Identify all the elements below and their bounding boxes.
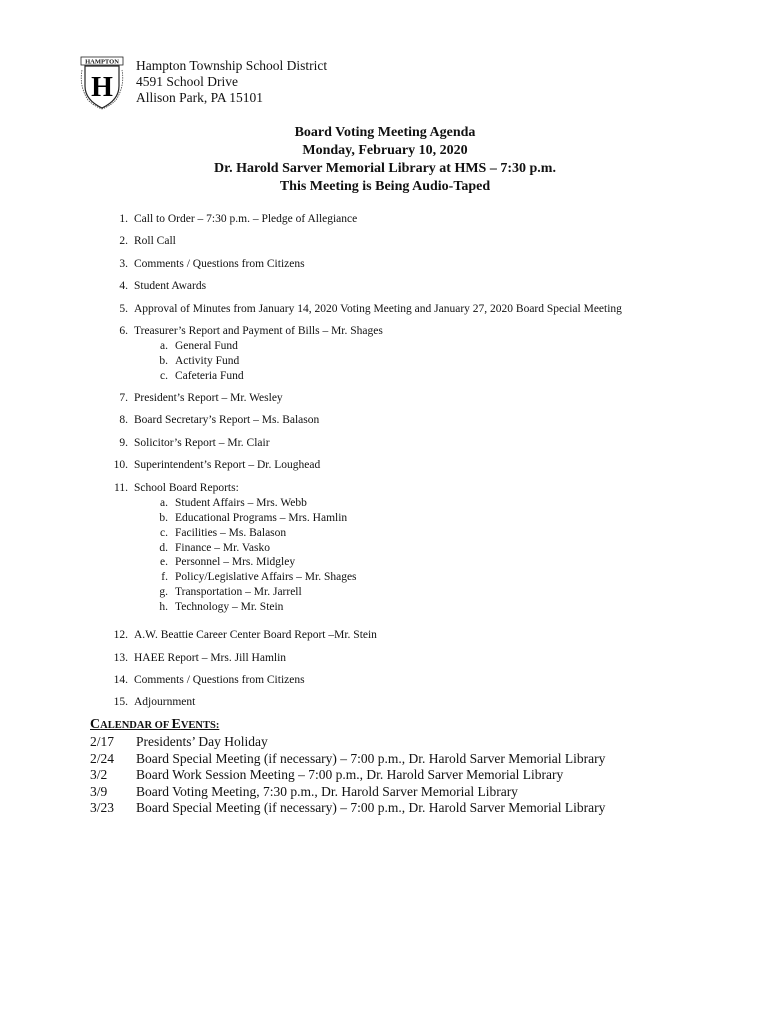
- district-name: Hampton Township School District: [136, 58, 328, 73]
- svg-text:HAMPTON: HAMPTON: [85, 58, 119, 66]
- calendar-event-text: Board Special Meeting (if necessary) – 7:00 p.m., Dr. Harold Sarver Memorial Library: [136, 800, 606, 815]
- street-address: 4591 School Drive: [136, 74, 238, 89]
- agenda-subitem-text: Student Affairs – Mrs. Webb: [175, 496, 307, 509]
- agenda-subitem-text: Educational Programs – Mrs. Hamlin: [175, 511, 348, 524]
- agenda-item-number: 8.: [119, 414, 128, 427]
- agenda-subitem-letter: c.: [160, 526, 168, 539]
- agenda-item-number: 3.: [119, 257, 128, 270]
- agenda-item-text: A.W. Beattie Career Center Board Report –Mr. Stein: [134, 629, 377, 642]
- agenda-subitem-letter: a.: [160, 496, 168, 509]
- agenda-subitem-letter: a.: [160, 340, 168, 353]
- agenda-item-text: Comments / Questions from Citizens: [134, 673, 305, 686]
- agenda-title-block: [0, 124, 770, 196]
- audio-notice: This Meeting is Being Audio-Taped: [279, 179, 491, 194]
- agenda-subitem-text: Technology – Mr. Stein: [175, 601, 284, 614]
- agenda-subitem-text: Policy/Legislative Affairs – Mr. Shages: [175, 571, 357, 584]
- city-state-zip: Allison Park, PA 15101: [136, 90, 264, 105]
- hampton-crest-logo-icon: [76, 56, 128, 110]
- calendar-event-text: Board Work Session Meeting – 7:00 p.m., Dr. Harold Sarver Memorial Library: [136, 767, 564, 782]
- calendar-event-text: Presidents’ Day Holiday: [136, 734, 268, 749]
- letterhead-address: [136, 58, 327, 106]
- agenda-item-number: 14.: [113, 673, 128, 686]
- calendar-event-text: Board Voting Meeting, 7:30 p.m., Dr. Harold Sarver Memorial Library: [136, 783, 518, 799]
- agenda-title: Board Voting Meeting Agenda: [294, 125, 476, 140]
- agenda-item-number: 15.: [113, 696, 128, 709]
- agenda-item-text: Treasurer’s Report and Payment of Bills – Mr. Shages: [134, 325, 383, 337]
- agenda-item-text: Student Awards: [134, 280, 207, 293]
- agenda-subitem-text: Cafeteria Fund: [175, 370, 244, 382]
- calendar-event-date: 3/2: [90, 767, 108, 782]
- meeting-location: Dr. Harold Sarver Memorial Library at HMS – 7:30 p.m.: [214, 161, 556, 176]
- agenda-subitem-text: Personnel – Mrs. Midgley: [175, 556, 296, 569]
- agenda-item-number: 13.: [113, 651, 128, 664]
- calendar-heading-e: E: [171, 717, 181, 732]
- agenda-item-number: 2.: [119, 235, 128, 248]
- agenda-item-text: President’s Report – Mr. Wesley: [134, 392, 283, 404]
- agenda-item-text: Approval of Minutes from January 14, 2020 Voting Meeting and January 27, 2020 Board Special Meeting: [134, 302, 622, 315]
- agenda-subitem-letter: b.: [159, 511, 168, 524]
- meeting-date: Monday, February 10, 2020: [302, 143, 468, 158]
- agenda-item-text: Superintendent’s Report – Dr. Loughead: [134, 459, 321, 472]
- agenda-subitem-letter: e.: [160, 556, 168, 569]
- agenda-subitem-letter: g.: [159, 586, 168, 599]
- agenda-item-text: School Board Reports:: [134, 481, 239, 494]
- calendar-event-date: 2/24: [90, 750, 115, 766]
- agenda-item-text: Board Secretary’s Report – Ms. Balason: [134, 414, 320, 427]
- agenda-item-number: 7.: [119, 392, 128, 404]
- agenda-subitem-text: Finance – Mr. Vasko: [175, 541, 270, 554]
- agenda-item-text: Adjournment: [134, 696, 196, 709]
- agenda-item-text: Comments / Questions from Citizens: [134, 257, 305, 270]
- agenda-item-number: 5.: [119, 302, 128, 315]
- agenda-item-text: HAEE Report – Mrs. Jill Hamlin: [134, 651, 287, 664]
- agenda-item-number: 1.: [119, 213, 128, 225]
- agenda-subitem-letter: h.: [159, 601, 168, 614]
- calendar-heading: [90, 716, 219, 734]
- agenda-subitem-text: Facilities – Ms. Balason: [175, 526, 287, 539]
- calendar-heading-alendar: ALENDAR OF: [100, 720, 172, 731]
- svg-text:H: H: [91, 72, 113, 103]
- agenda-item-text: Solicitor’s Report – Mr. Clair: [134, 436, 270, 449]
- calendar-event-text: Board Special Meeting (if necessary) – 7:00 p.m., Dr. Harold Sarver Memorial Library: [136, 750, 606, 766]
- agenda-subitem-letter: c.: [160, 370, 168, 382]
- agenda-item-number: 11.: [114, 481, 128, 494]
- agenda-item-text: Roll Call: [134, 235, 176, 248]
- calendar-event-date: 3/9: [90, 783, 108, 799]
- calendar-heading-c: C: [90, 717, 101, 732]
- agenda-subitem-text: Transportation – Mr. Jarrell: [175, 586, 302, 599]
- calendar-heading-vents: VENTS:: [180, 720, 220, 731]
- agenda-item-number: 6.: [119, 325, 128, 337]
- agenda-item-number: 12.: [113, 629, 128, 642]
- agenda-subitem-text: Activity Fund: [175, 355, 240, 368]
- agenda-item-number: 10.: [113, 459, 128, 472]
- calendar-event-date: 3/23: [90, 800, 115, 815]
- calendar-event-date: 2/17: [90, 734, 115, 749]
- agenda-item-number: 9.: [119, 436, 128, 449]
- agenda-subitem-letter: d.: [159, 541, 168, 554]
- agenda-subitem-letter: b.: [159, 355, 168, 368]
- agenda-subitem-letter: f.: [161, 571, 168, 584]
- agenda-item-text: Call to Order – 7:30 p.m. – Pledge of Allegiance: [134, 213, 358, 225]
- agenda-item-number: 4.: [119, 280, 128, 293]
- agenda-subitem-text: General Fund: [175, 340, 238, 353]
